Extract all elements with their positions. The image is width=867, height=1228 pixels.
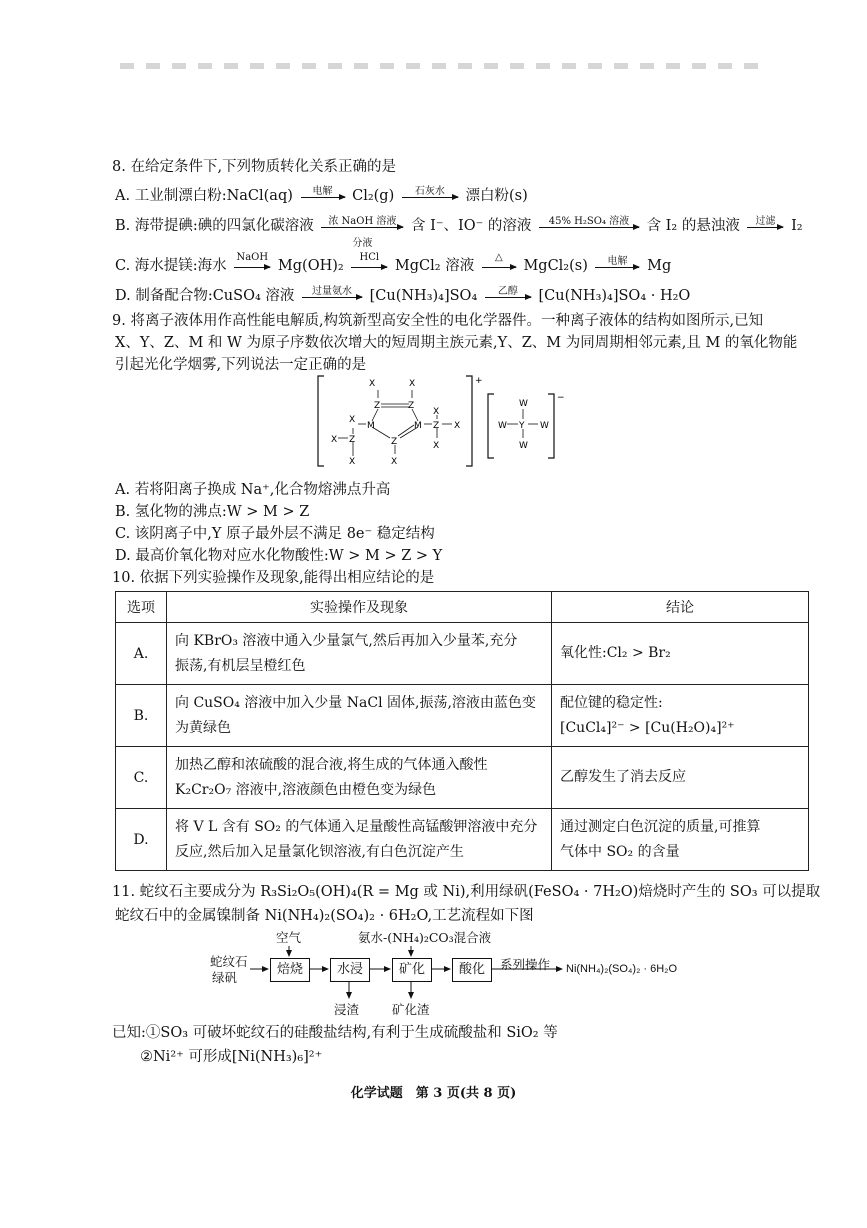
flow-series-ops: 系列操作 [500, 957, 551, 972]
flow-input-1: 蛇纹石 [210, 954, 248, 969]
svg-text:X: X [433, 441, 440, 451]
header-conclusion: 结论 [552, 592, 809, 623]
q11-known-1: 已知:①SO₃ 可破坏蛇纹石的硅酸盐结构,有利于生成硫酸盐和 SiO₂ 等 [112, 1025, 558, 1041]
header-option: 选项 [116, 592, 167, 623]
flow-ammonia: 氨水-(NH₄)₂CO₃混合液 [358, 930, 492, 945]
flow-product: Ni(NH₄)₂(SO₄)₂ · 6H₂O [566, 963, 678, 975]
flow-step-roast: 焙烧 [270, 958, 310, 982]
q9-option-a: A. 若将阳离子换成 Na⁺,化合物熔沸点升高 [115, 482, 391, 498]
flow-arrows [240, 940, 570, 1004]
svg-text:Z: Z [374, 401, 381, 411]
svg-text:W: W [519, 441, 528, 451]
q11-stem-line1: 11. 蛇纹石主要成分为 R₃Si₂O₅(OH)₄(R = Mg 或 Ni),利用绿矾(FeSO₄ · 7H₂O)焙烧时产生的 SO₃ 可以提取 [112, 884, 821, 900]
q11-stem-line2: 蛇纹石中的金属镍制备 Ni(NH₄)₂(SO₄)₂ · 6H₂O,工艺流程如下图 [115, 908, 534, 924]
svg-text:X: X [331, 435, 338, 445]
q8-option-c: C. 海水提镁:海水 NaOH Mg(OH)₂ HCl MgCl₂ 溶液 △ MgCl₂(s) 电解 Mg [115, 251, 672, 274]
svg-text:X: X [454, 421, 461, 431]
q11-known-2: ②Ni²⁺ 可形成[Ni(NH₃)₆]²⁺ [140, 1049, 323, 1065]
flow-step-acidify: 酸化 [452, 958, 492, 982]
svg-text:X: X [349, 457, 356, 467]
svg-text:W: W [540, 421, 549, 431]
svg-text:X: X [433, 407, 440, 417]
svg-text:X: X [409, 379, 416, 389]
experiment-table [115, 591, 809, 871]
table-row: C. 加热乙醇和浓硫酸的混合液,将生成的气体通入酸性 K₂Cr₂O₇ 溶液中,溶液颜色由橙色变为绿色 乙醇发生了消去反应 [116, 747, 809, 809]
cation-charge: + [475, 376, 483, 386]
table-header-row [116, 592, 809, 623]
q8-stem: 8. 在给定条件下,下列物质转化关系正确的是 [112, 159, 397, 175]
page-footer: 化学试题 第 3 页(共 8 页) [350, 1086, 517, 1101]
scan-header-mark [120, 63, 760, 69]
svg-text:X: X [391, 457, 398, 467]
flow-step-leach: 水浸 [330, 958, 370, 982]
svg-text:Y: Y [519, 421, 525, 431]
q9-stem-line1: 9. 将离子液体用作高性能电解质,构筑新型高安全性的电化学器件。一种离子液体的结构如图所示,已知 [112, 313, 764, 329]
flow-input-2: 绿矾 [212, 970, 238, 985]
q8-option-b: B. 海带提碘:碘的四氯化碳溶液 浓 NaOH 溶液 分液 含 I⁻、IO⁻ 的溶液 45% H₂SO₄ 溶液 含 I₂ 的悬浊液 过滤 I₂ [115, 215, 803, 249]
flow-residue-1: 浸渣 [334, 1002, 360, 1017]
svg-text:M: M [367, 421, 375, 431]
svg-text:Z: Z [433, 421, 440, 431]
q10-stem: 10. 依据下列实验操作及现象,能得出相应结论的是 [112, 570, 435, 586]
q8-option-d: D. 制备配合物:CuSO₄ 溶液 过量氨水 [Cu(NH₃)₄]SO₄ 乙醇 [Cu(NH₃)₄]SO₄ · H₂O [115, 285, 691, 304]
ionic-liquid-structure [310, 372, 580, 472]
svg-text:W: W [519, 399, 528, 409]
svg-text:M: M [414, 421, 422, 431]
q9-option-d: D. 最高价氧化物对应水化物酸性:W > M > Z > Y [115, 548, 443, 564]
flow-step-mineralize: 矿化 [392, 958, 432, 982]
svg-text:Z: Z [349, 435, 356, 445]
svg-text:Z: Z [408, 401, 415, 411]
svg-text:W: W [498, 421, 507, 431]
q9-option-b: B. 氢化物的沸点:W > M > Z [115, 504, 310, 520]
anion-charge: − [557, 393, 565, 403]
q9-stem-line3: 引起光化学烟雾,下列说法一定正确的是 [115, 357, 367, 373]
header-operation: 实验操作及现象 [167, 592, 552, 623]
table-row: B. 向 CuSO₄ 溶液中加入少量 NaCl 固体,振荡,溶液由蓝色变 为黄绿色 配位键的稳定性: [CuCl₄]²⁻ > [Cu(H₂O)₄]²⁺ [116, 685, 809, 747]
table-row: A. 向 KBrO₃ 溶液中通入少量氯气,然后再加入少量苯,充分 振荡,有机层呈橙红色 氧化性:Cl₂ > Br₂ [116, 623, 809, 685]
svg-text:Z: Z [391, 437, 398, 447]
svg-text:X: X [349, 415, 356, 425]
q9-stem-line2: X、Y、Z、M 和 W 为原子序数依次增大的短周期主族元素,Y、Z、M 为同周期相邻元素,且 M 的氧化物能 [115, 335, 798, 351]
flow-residue-2: 矿化渣 [392, 1002, 430, 1017]
q9-option-c: C. 该阴离子中,Y 原子最外层不满足 8e⁻ 稳定结构 [115, 526, 435, 542]
table-row: D. 将 V L 含有 SO₂ 的气体通入足量酸性高锰酸钾溶液中充分 反应,然后加入足量氯化钡溶液,有白色沉淀产生 通过测定白色沉淀的质量,可推算 气体中 SO₂ 的含量 [116, 809, 809, 871]
q8-option-a: A. 工业制漂白粉:NaCl(aq) 电解 Cl₂(g) 石灰水 漂白粉(s) [115, 185, 528, 204]
svg-text:X: X [369, 379, 376, 389]
flow-air: 空气 [276, 930, 302, 945]
